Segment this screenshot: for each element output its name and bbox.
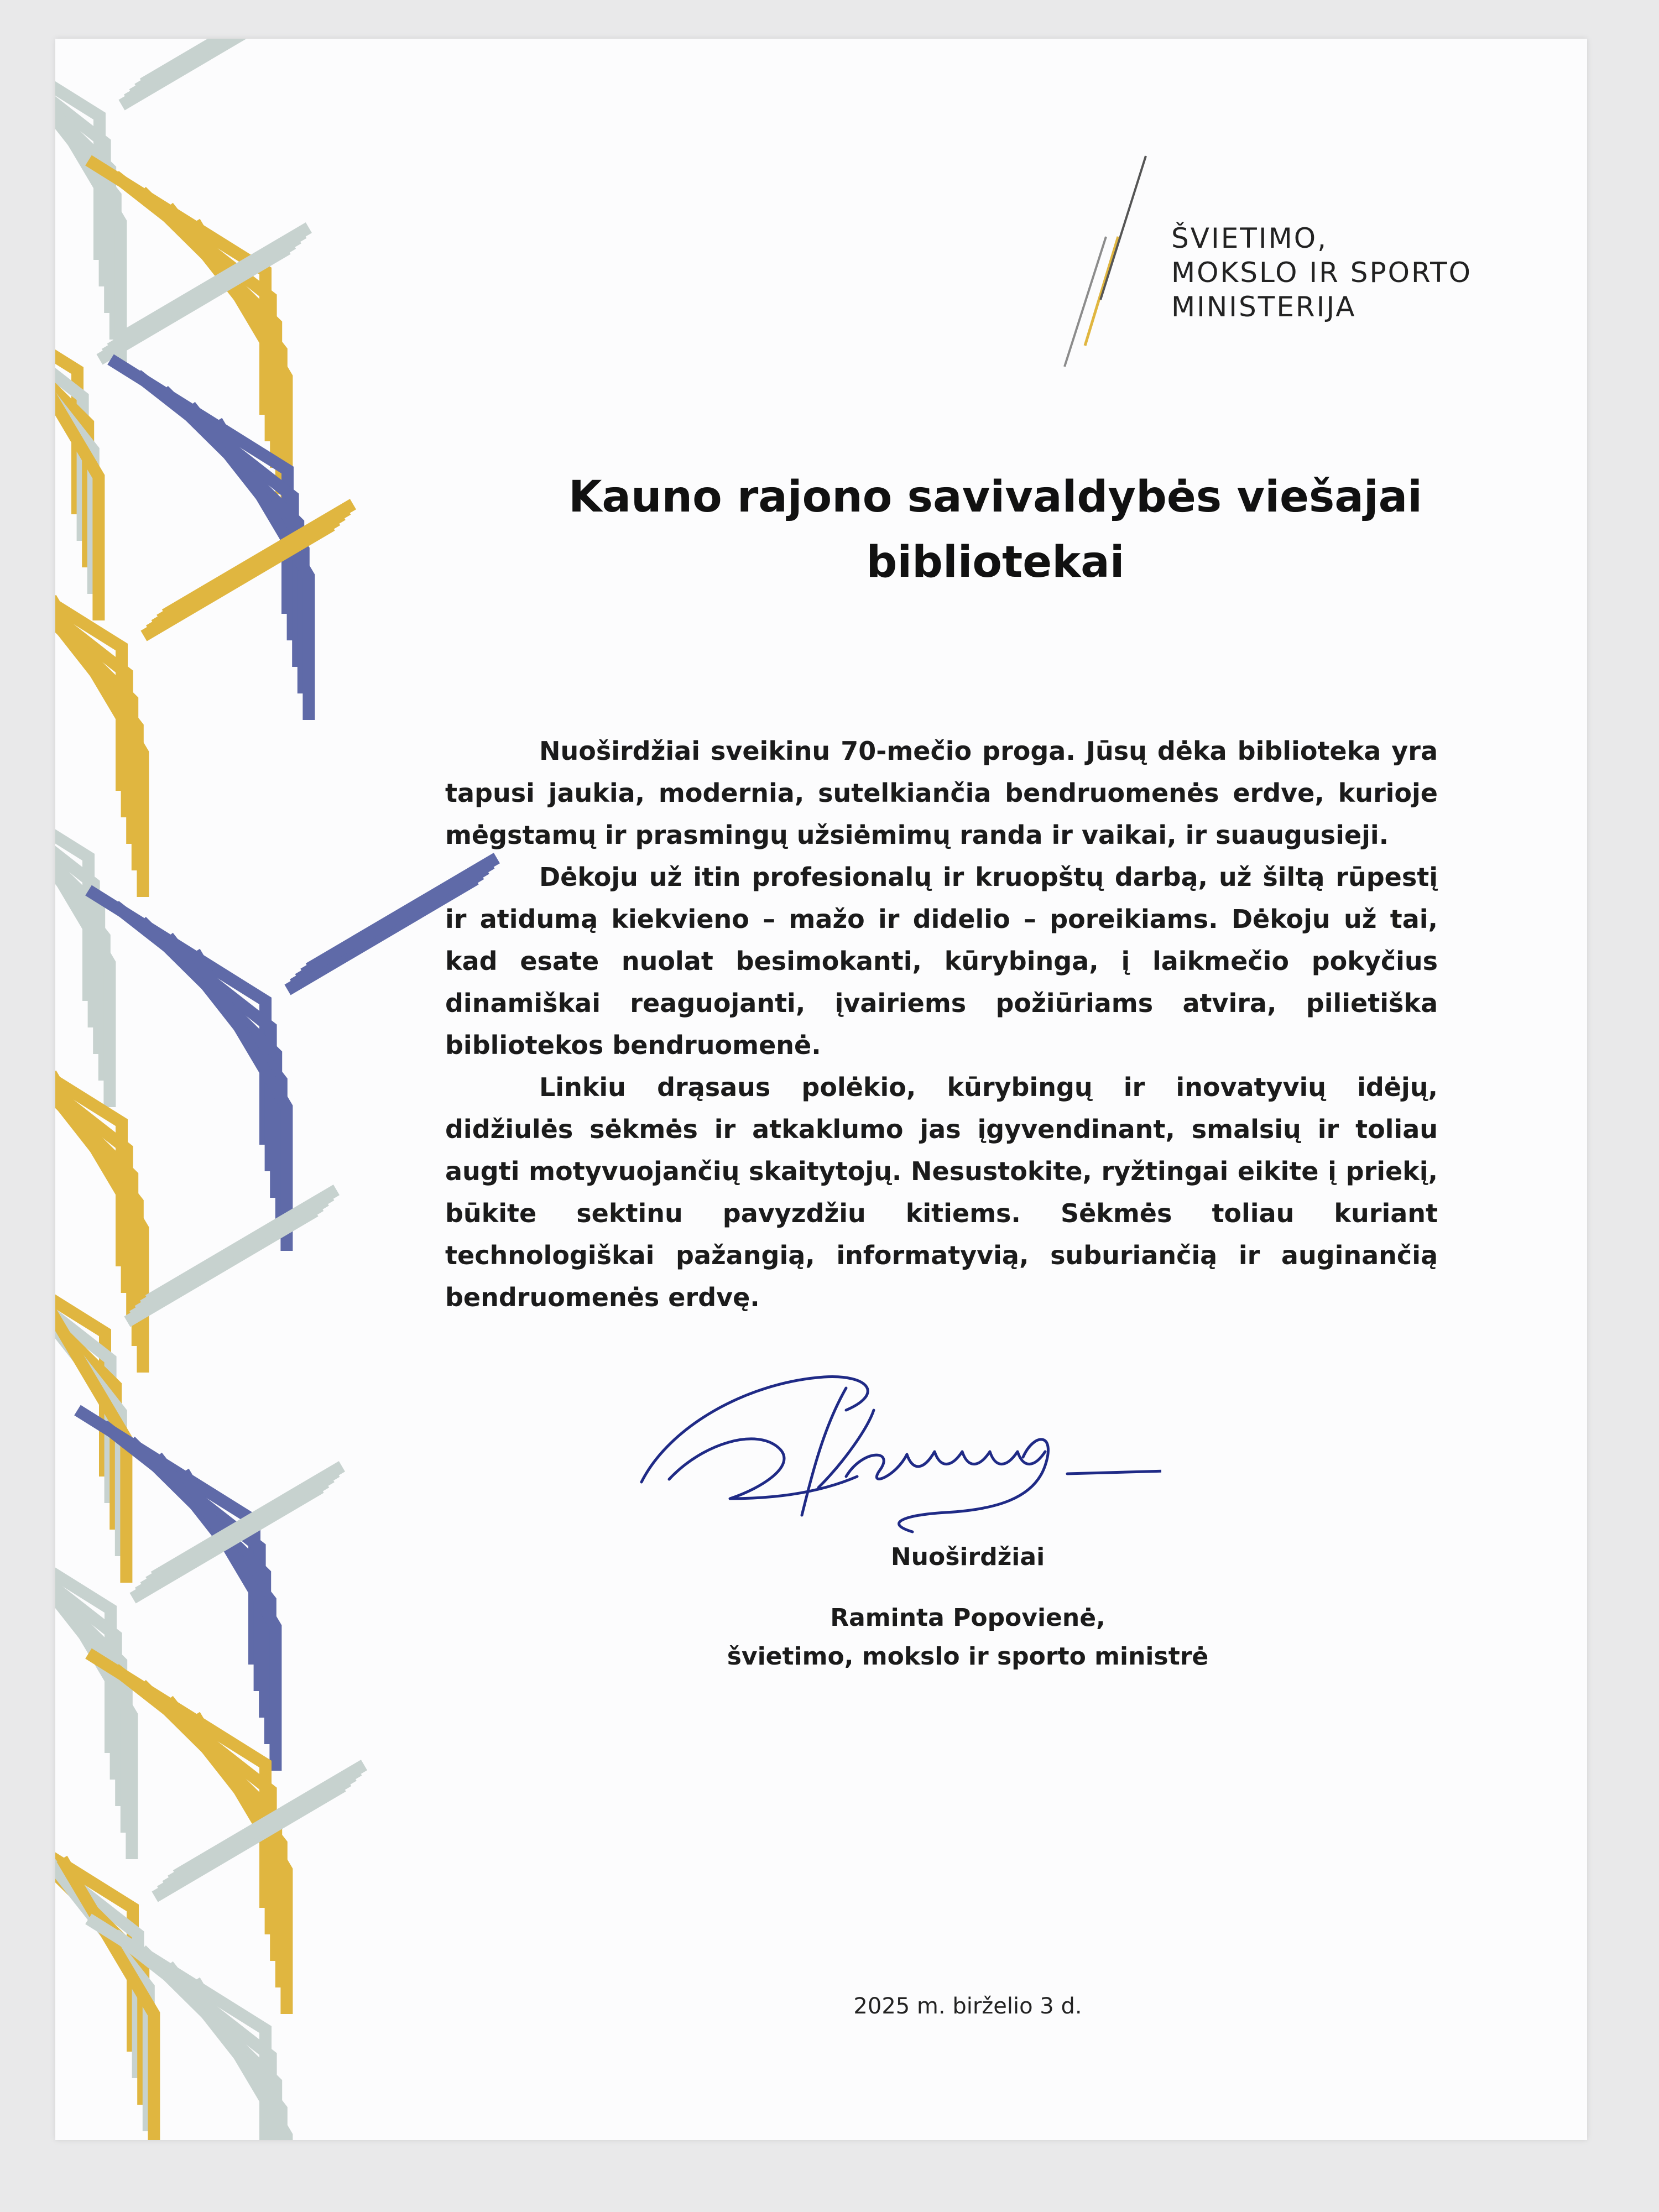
ministry-logo: [1023, 155, 1521, 387]
handwritten-signature: [636, 1333, 1161, 1565]
body-paragraph-3: Linkiu drąsaus polėkio, kūrybingų ir inovatyvių idėjų, didžiulės sėkmės ir atkaklumo jas įgyvendinant, smalsių ir toliau augti motyvuojančių skaitytojų. Nesustokite, ryžtingai eikite į priekį, būkite sektinu pavyzdžiu kitiems. Sėkmės toliau kuriant technologiškai pažangią, informatyvią, suburiančią ir auginančią bendruomenės erdvę.: [445, 1072, 1438, 1312]
body-paragraph-1: Nuoširdžiai sveikinu 70-mečio proga. Jūsų dėka biblioteka yra tapusi jaukia, modernia, sutelkiančia bendruomenės erdve, kurioje mėgstamų ir prasmingų užsiėmimų randa ir vaikai, ir suaugusieji.: [445, 736, 1438, 850]
ministry-name: [1171, 221, 1472, 324]
ministry-name-line-3: MINISTERIJA: [1171, 291, 1357, 323]
pattern-stripe: [148, 1190, 336, 1301]
signatory-name: Raminta Popovienė,: [830, 1604, 1105, 1632]
pattern-stripe: [165, 504, 353, 615]
closing-greeting: Nuoširdžiai: [890, 1543, 1045, 1571]
letter-title: [498, 465, 1493, 595]
letter-sheet: [55, 39, 1587, 2140]
logo-slash-marks-icon: [1023, 155, 1150, 376]
letter-date: 2025 m. birželio 3 d.: [853, 1994, 1082, 2019]
body-paragraph-2: Dėkoju už itin profesionalų ir kruopštų darbą, už šiltą rūpestį ir atidumą kiekvieno – mažo ir didelio – poreikiams. Dėkoju už tai, kad esate nuolat besimokanti, kūrybinga, į laikmečio pokyčius dinamiškai reaguojanti, įvairiems požiūriams atvira, pilietiška bibliotekos bendruomenė.: [445, 862, 1438, 1060]
ministry-name-line-2: MOKSLO IR SPORTO: [1171, 257, 1472, 289]
ministry-name-line-1: ŠVIETIMO,: [1171, 222, 1328, 254]
signatory-position: švietimo, mokslo ir sporto ministrė: [727, 1642, 1209, 1671]
title-line-2: bibliotekai: [866, 538, 1125, 587]
title-line-1: Kauno rajono savivaldybės viešajai: [568, 472, 1423, 522]
letter-body: [445, 730, 1438, 1318]
